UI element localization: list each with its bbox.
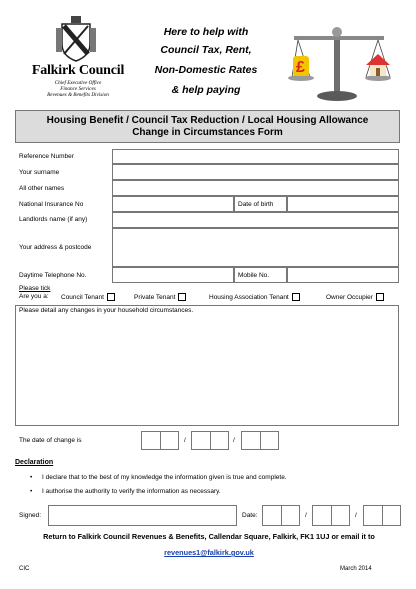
council-tenant-checkbox[interactable] — [107, 293, 115, 301]
reference-number-field[interactable] — [112, 149, 399, 164]
reference-number-label: Reference Number — [19, 153, 74, 160]
tagline-2: Council Tax, Rent, — [160, 44, 252, 56]
sign-month-field[interactable] — [312, 505, 350, 526]
declaration-heading: Declaration — [15, 459, 54, 466]
date-of-birth-label: Date of birth — [234, 196, 287, 212]
other-names-label: All other names — [19, 185, 65, 192]
change-month-field[interactable] — [191, 431, 229, 450]
sign-slash-1: / — [305, 512, 307, 519]
date-label: Date: — [242, 512, 258, 519]
surname-label: Your surname — [19, 169, 60, 176]
signature-field[interactable] — [48, 505, 237, 526]
please-tick-label: Please tick — [19, 285, 51, 292]
tagline-1: Here to help with — [163, 26, 249, 38]
housing-association-option[interactable] — [209, 293, 300, 301]
sign-slash-2: / — [355, 512, 357, 519]
private-tenant-checkbox[interactable] — [178, 293, 186, 301]
landlord-name-label: Landlords name (if any) — [19, 216, 88, 223]
daytime-phone-field[interactable] — [112, 267, 234, 283]
dept-line-3: Revenues & Benefits Division — [47, 92, 109, 98]
change-year-field[interactable] — [241, 431, 279, 450]
surname-field[interactable] — [112, 164, 399, 180]
declaration-text-2: I authorise the authority to verify the information as necessary. — [42, 488, 221, 495]
owner-occupier-checkbox[interactable] — [376, 293, 384, 301]
address-label: Your address & postcode — [19, 244, 92, 251]
owner-occupier-label: Owner Occupier — [326, 293, 373, 301]
tagline-3: Non-Domestic Rates — [154, 64, 258, 76]
date-of-change-label: The date of change is — [19, 437, 82, 444]
tagline-4: & help paying — [171, 84, 241, 96]
council-tenant-option[interactable] — [61, 293, 115, 301]
other-names-field[interactable] — [112, 180, 399, 196]
owner-occupier-option[interactable] — [326, 293, 384, 301]
dept-line-2: Finance Services — [60, 86, 96, 92]
mobile-field[interactable] — [287, 267, 399, 283]
are-you-label — [19, 293, 49, 300]
date-slash-1: / — [184, 437, 186, 444]
signed-label: Signed: — [19, 512, 42, 519]
changes-prompt: Please detail any changes in your household circumstances. — [19, 307, 194, 314]
council-tenant-label: Council Tenant — [61, 293, 104, 301]
changes-textarea[interactable] — [15, 305, 399, 426]
date-slash-2: / — [233, 437, 235, 444]
declaration-text-1: I declare that to the best of my knowledge the information given is true and complete. — [42, 474, 287, 481]
date-of-birth-field[interactable] — [287, 196, 399, 212]
footer-date: March 2014 — [340, 566, 372, 572]
form-title: Housing Benefit / Council Tax Reduction / Local Housing Allowance — [46, 115, 369, 126]
svg-text:£: £ — [296, 59, 305, 76]
daytime-phone-label: Daytime Telephone No. — [19, 272, 87, 279]
ni-number-label: National Insurance No — [19, 201, 84, 208]
private-tenant-option[interactable] — [134, 293, 186, 301]
declaration-bullet-1: • I declare that to the best of my knowledge the information given is true and complete. — [30, 474, 287, 481]
housing-association-label: Housing Association Tenant — [209, 293, 289, 301]
sign-day-field[interactable] — [262, 505, 300, 526]
private-tenant-label: Private Tenant — [134, 293, 176, 301]
housing-association-checkbox[interactable] — [292, 293, 300, 301]
dept-line-1: Chief Executive Office — [54, 80, 102, 86]
footer-code: CIC — [19, 566, 30, 572]
falkirk-crest-icon — [56, 16, 96, 62]
email-link[interactable]: revenues1@falkirk.gov.uk — [164, 548, 254, 557]
declaration-bullet-2: • I authorise the authority to verify the information as necessary. — [30, 488, 221, 495]
address-field[interactable] — [112, 228, 399, 267]
change-day-field[interactable] — [141, 431, 179, 450]
landlord-name-field[interactable] — [112, 212, 399, 228]
form-subtitle: Change in Circumstances Form — [132, 127, 283, 138]
council-name: Falkirk Council — [31, 63, 125, 78]
sign-year-field[interactable] — [363, 505, 401, 526]
form-title-box — [15, 110, 400, 143]
mobile-label: Mobile No. — [234, 267, 287, 283]
are-you-text: Are you a: — [19, 293, 49, 300]
balance-scales-icon — [278, 22, 400, 102]
return-instructions: Return to Falkirk Council Revenues & Benefits, Callendar Square, Falkirk, FK1 1UJ or email it to — [43, 532, 375, 541]
ni-number-field[interactable] — [112, 196, 234, 212]
